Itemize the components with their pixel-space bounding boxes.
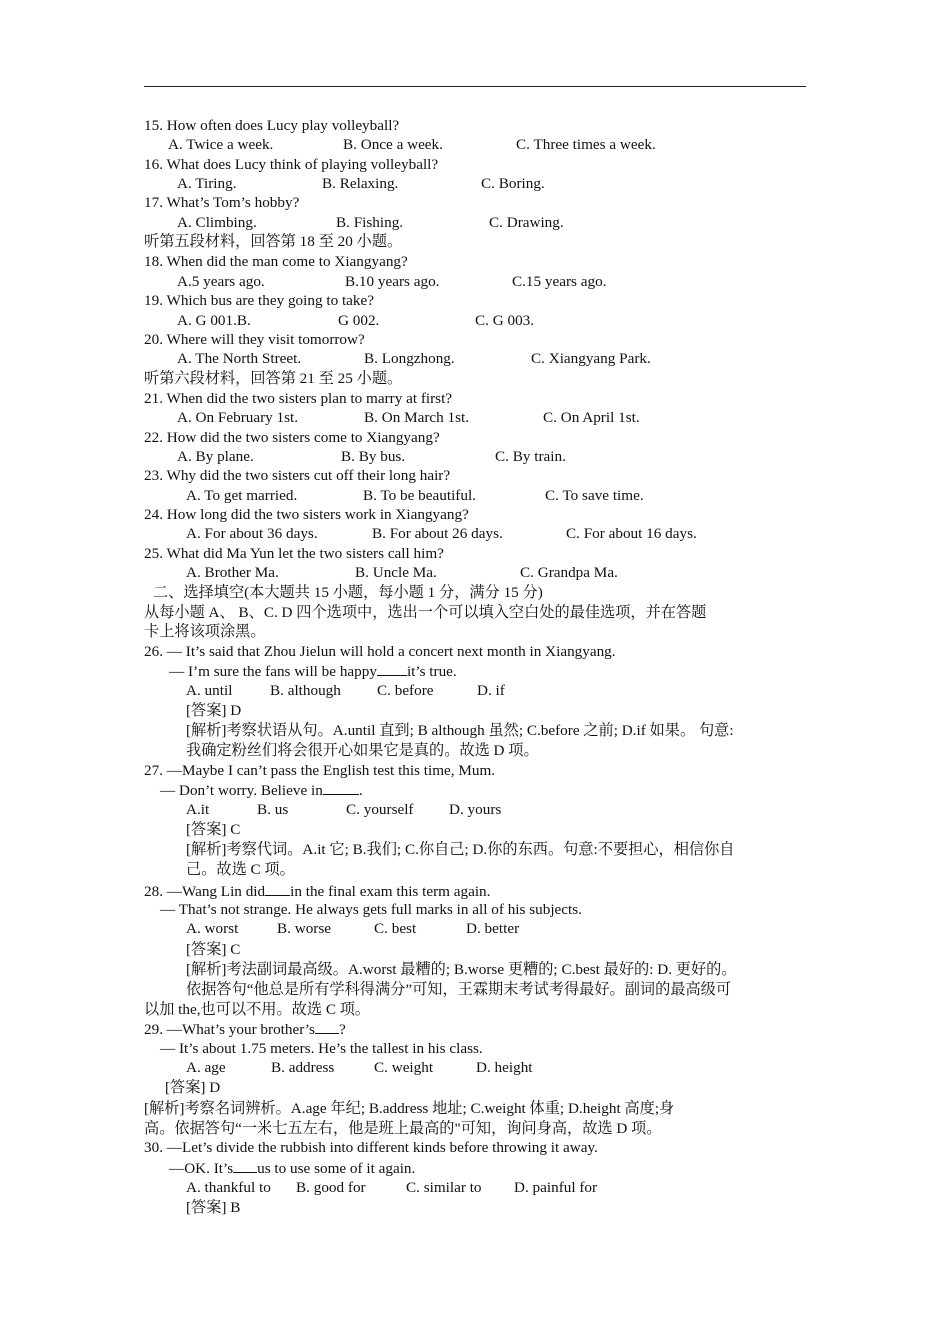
q24-option-a[interactable]: A. For about 36 days. — [186, 525, 318, 542]
q22-option-c[interactable]: C. By train. — [495, 448, 566, 465]
q19-option-a[interactable]: A. G 001.B. — [177, 312, 251, 329]
q30-option-a[interactable]: A. thankful to — [186, 1179, 271, 1196]
q26-option-a[interactable]: A. until — [186, 682, 233, 699]
q22-option-b[interactable]: B. By bus. — [341, 448, 406, 465]
q23-option-b[interactable]: B. To be beautiful. — [363, 487, 476, 504]
q16-option-b[interactable]: B. Relaxing. — [322, 175, 399, 192]
q27-line1: 27. —Maybe I can’t pass the English test this time, Mum. — [144, 762, 496, 779]
q26-blank — [377, 661, 407, 676]
q17-option-a[interactable]: A. Climbing. — [177, 214, 257, 231]
q18-stem: 18. When did the man come to Xiangyang? — [144, 253, 408, 270]
q23-option-c[interactable]: C. To save time. — [545, 487, 644, 504]
q28-option-c[interactable]: C. best — [374, 920, 417, 937]
part2-instruction-line1: 从每小题 A、 B、C. D 四个选项中，选出一个可以填入空白处的最佳选项，并在答题 — [144, 604, 707, 621]
q29-line1: 29. —What’s your brother’s ? — [144, 1021, 346, 1038]
q30-line2: —OK. It’s us to use some of it again. — [169, 1160, 416, 1177]
q17-stem: 17. What’s Tom’s hobby? — [144, 194, 300, 211]
q28-analysis-line3: 以加 the,也可以不用。故选 C 项。 — [144, 1001, 371, 1018]
q27-option-d[interactable]: D. yours — [449, 801, 502, 818]
q27-option-b[interactable]: B. us — [257, 801, 289, 818]
q29-option-d[interactable]: D. height — [476, 1059, 533, 1076]
q18-option-b[interactable]: B.10 years ago. — [345, 273, 440, 290]
q19-option-c[interactable]: C. G 003. — [475, 312, 535, 329]
q26-line1: 26. — It’s said that Zhou Jielun will hold a concert next month in Xiangyang. — [144, 643, 616, 660]
q24-option-c[interactable]: C. For about 16 days. — [566, 525, 697, 542]
q26-option-d[interactable]: D. if — [477, 682, 505, 699]
q27-analysis-line2: 己。故选 C 项。 — [186, 861, 295, 878]
q26-line2: — I’m sure the fans will be happy it’s true. — [169, 663, 457, 680]
q27-blank — [323, 780, 359, 795]
q30-answer: [答案] B — [186, 1199, 241, 1216]
q20-option-a[interactable]: A. The North Street. — [177, 350, 302, 367]
q20-stem: 20. Where will they visit tomorrow? — [144, 331, 365, 348]
q21-option-a[interactable]: A. On February 1st. — [177, 409, 299, 426]
q18-option-a[interactable]: A.5 years ago. — [177, 273, 265, 290]
q26-option-c[interactable]: C. before — [377, 682, 434, 699]
q17-option-b[interactable]: B. Fishing. — [336, 214, 404, 231]
q25-stem: 25. What did Ma Yun let the two sisters call him? — [144, 545, 444, 562]
q30-option-c[interactable]: C. similar to — [406, 1179, 482, 1196]
q29-option-c[interactable]: C. weight — [374, 1059, 434, 1076]
q27-option-c[interactable]: C. yourself — [346, 801, 414, 818]
q16-option-c[interactable]: C. Boring. — [481, 175, 545, 192]
q28-option-d[interactable]: D. better — [466, 920, 520, 937]
q15-option-c[interactable]: C. Three times a week. — [516, 136, 656, 153]
q30-blank — [233, 1158, 257, 1173]
q19-stem: 19. Which bus are they going to take? — [144, 292, 374, 309]
q26-option-b[interactable]: B. although — [270, 682, 341, 699]
q30-option-b[interactable]: B. good for — [296, 1179, 366, 1196]
q28-line2: — That’s not strange. He always gets full marks in all of his subjects. — [160, 901, 582, 918]
q22-stem: 22. How did the two sisters come to Xiangyang? — [144, 429, 440, 446]
header-rule — [144, 86, 806, 87]
q23-option-a[interactable]: A. To get married. — [186, 487, 298, 504]
q29-analysis-line1: [解析]考察名词辨析。A.age 年纪; B.address 地址; C.weight 体重; D.height 高度;身 — [144, 1100, 675, 1117]
q28-blank — [265, 881, 290, 896]
q28-analysis-line2: 依据答句“他总是所有学科得满分”可知，王霖期末考试考得最好。副词的最高级可 — [186, 981, 732, 998]
q25-option-a[interactable]: A. Brother Ma. — [186, 564, 279, 581]
part2-instruction-line2: 卡上将该项涂黑。 — [144, 623, 266, 640]
q24-stem: 24. How long did the two sisters work in Xiangyang? — [144, 506, 469, 523]
q30-line1: 30. —Let’s divide the rubbish into different kinds before throwing it away. — [144, 1139, 598, 1156]
q28-answer: [答案] C — [186, 941, 241, 958]
q28-analysis-line1: [解析]考法副词最高级。A.worst 最糟的; B.worse 更糟的; C.best 最好的: D. 更好的。 — [186, 961, 737, 978]
q25-option-b[interactable]: B. Uncle Ma. — [355, 564, 437, 581]
q25-option-c[interactable]: C. Grandpa Ma. — [520, 564, 618, 581]
q15-stem: 15. How often does Lucy play volleyball? — [144, 117, 400, 134]
q26-answer: [答案] D — [186, 702, 242, 719]
q24-option-b[interactable]: B. For about 26 days. — [372, 525, 503, 542]
q16-stem: 16. What does Lucy think of playing volleyball? — [144, 156, 439, 173]
q21-option-c[interactable]: C. On April 1st. — [543, 409, 640, 426]
q26-analysis-line2: 我确定粉丝们将会很开心如果它是真的。故选 D 项。 — [186, 742, 539, 759]
q17-option-c[interactable]: C. Drawing. — [489, 214, 564, 231]
q29-option-a[interactable]: A. age — [186, 1059, 226, 1076]
q29-option-b[interactable]: B. address — [271, 1059, 335, 1076]
q28-line1: 28. —Wang Lin did in the final exam this term again. — [144, 883, 491, 900]
q16-option-a[interactable]: A. Tiring. — [177, 175, 237, 192]
q29-line2: — It’s about 1.75 meters. He’s the tallest in his class. — [160, 1040, 483, 1057]
part2-heading: 二、选择填空(本大题共 15 小题，每小题 1 分，满分 15 分) — [153, 584, 543, 601]
q21-option-b[interactable]: B. On March 1st. — [364, 409, 470, 426]
q28-option-a[interactable]: A. worst — [186, 920, 239, 937]
q19-option-b[interactable]: G 002. — [338, 312, 380, 329]
section5-instruction: 听第五段材料，回答第 18 至 20 小题。 — [144, 233, 403, 250]
section6-instruction: 听第六段材料，回答第 21 至 25 小题。 — [144, 370, 403, 387]
q15-option-a[interactable]: A. Twice a week. — [168, 136, 274, 153]
q15-option-b[interactable]: B. Once a week. — [343, 136, 443, 153]
q29-answer: [答案] D — [165, 1079, 221, 1096]
q21-stem: 21. When did the two sisters plan to marry at first? — [144, 390, 453, 407]
q20-option-c[interactable]: C. Xiangyang Park. — [531, 350, 651, 367]
q27-option-a[interactable]: A.it — [186, 801, 210, 818]
q23-stem: 23. Why did the two sisters cut off their long hair? — [144, 467, 451, 484]
q20-option-b[interactable]: B. Longzhong. — [364, 350, 455, 367]
q22-option-a[interactable]: A. By plane. — [177, 448, 254, 465]
q27-line2: — Don’t worry. Believe in . — [160, 782, 363, 799]
q29-analysis-line2: 高。依据答句“一米七五左右，他是班上最高的"可知，询问身高，故选 D 项。 — [144, 1120, 662, 1137]
q27-analysis-line1: [解析]考察代词。A.it 它; B.我们; C.你自己; D.你的东西。句意:不要担心，相信你自 — [186, 841, 735, 858]
q30-option-d[interactable]: D. painful for — [514, 1179, 598, 1196]
q28-option-b[interactable]: B. worse — [277, 920, 331, 937]
q27-answer: [答案] C — [186, 821, 241, 838]
q26-analysis-line1: [解析]考察状语从句。A.until 直到; B although 虽然; C.before 之前; D.if 如果。 句意: — [186, 722, 734, 739]
q18-option-c[interactable]: C.15 years ago. — [512, 273, 607, 290]
q29-blank — [315, 1019, 339, 1034]
